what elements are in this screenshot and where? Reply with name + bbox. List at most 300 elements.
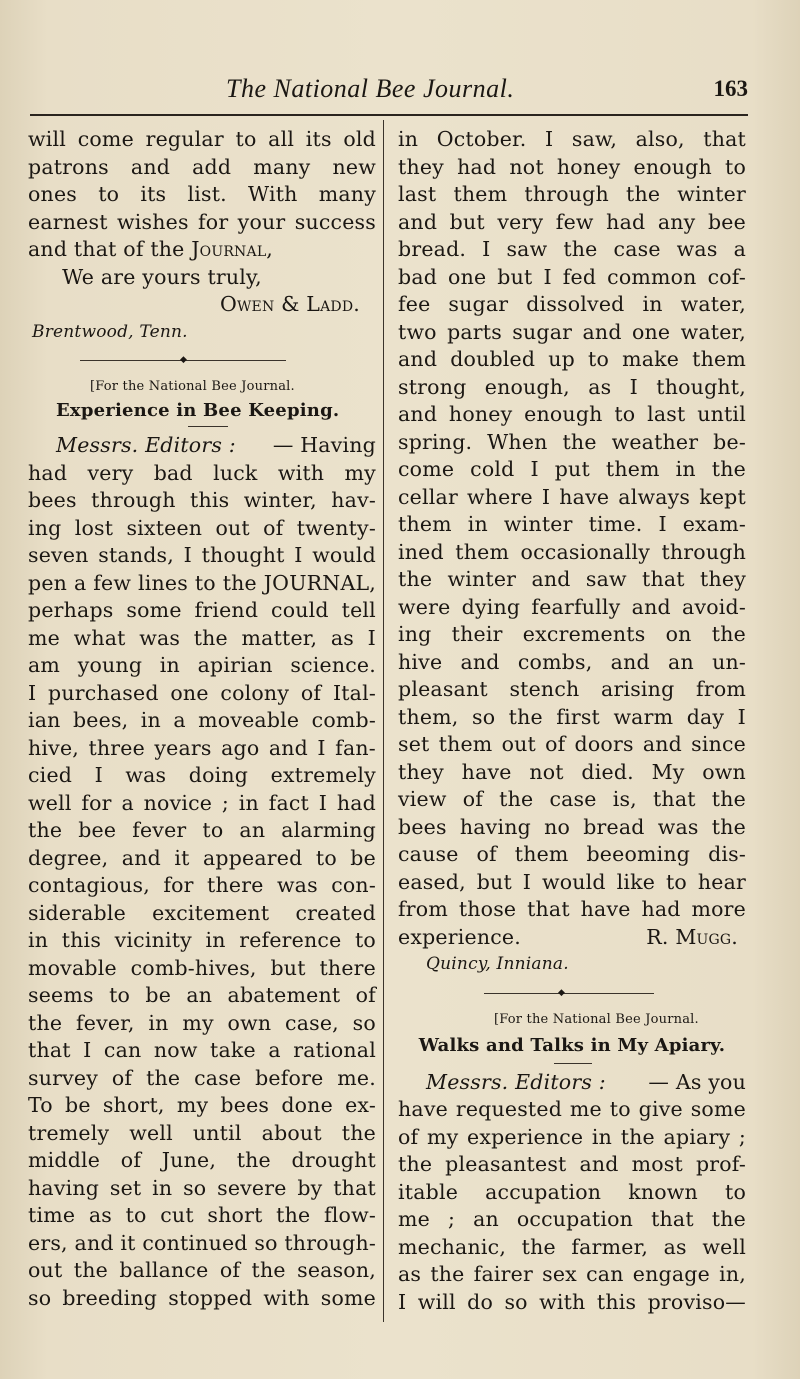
word: from: [398, 897, 448, 921]
salutation-rest: — Having: [272, 433, 376, 457]
word: common: [607, 264, 697, 289]
word: doubled: [450, 347, 536, 371]
word: apirian: [197, 653, 273, 677]
word: the: [711, 814, 746, 839]
word: so: [254, 1230, 278, 1255]
word: a: [121, 790, 134, 815]
word: I: [318, 790, 328, 815]
word: extremely: [270, 763, 376, 787]
word: was: [676, 237, 718, 261]
text-line: [398, 1261, 746, 1289]
word: fever: [132, 818, 187, 842]
word: the: [28, 1010, 63, 1035]
word: the: [276, 1203, 311, 1227]
word: I: [541, 484, 551, 509]
word: winter: [503, 512, 573, 536]
word: as: [663, 1234, 687, 1259]
word: can: [586, 1262, 624, 1286]
word: degree,: [28, 845, 109, 870]
word: ;: [221, 790, 229, 815]
word: with: [539, 1289, 586, 1314]
word: could: [271, 598, 329, 622]
word: case: [194, 1065, 242, 1090]
word: now: [153, 1038, 198, 1062]
word: hive,: [28, 735, 79, 760]
word: novice: [143, 790, 213, 815]
word: to: [725, 1179, 746, 1204]
word: having: [459, 814, 531, 839]
article-body: [28, 460, 376, 1313]
word: but: [497, 264, 533, 289]
word: but: [476, 869, 512, 894]
word: When: [487, 429, 548, 454]
word: of: [300, 680, 322, 705]
word: to: [588, 347, 610, 371]
word: short,: [102, 1093, 165, 1117]
word: and: [398, 347, 438, 371]
word: doing: [188, 763, 249, 787]
word: time.: [588, 512, 643, 536]
text-line: [28, 1230, 376, 1258]
word: fever,: [75, 1010, 135, 1035]
word: to: [235, 127, 257, 151]
word: requested: [455, 1097, 563, 1121]
word: farmer,: [571, 1234, 649, 1259]
word: to: [98, 182, 120, 206]
text-line: [398, 786, 746, 814]
word: my: [176, 1093, 209, 1117]
word: but: [270, 955, 306, 980]
word: set: [109, 1175, 142, 1200]
word: con-: [331, 873, 376, 897]
word: water,: [680, 292, 746, 316]
word: tremely: [28, 1120, 110, 1145]
word: and: [130, 154, 171, 179]
word: some: [690, 1097, 746, 1121]
word: before: [255, 1065, 324, 1090]
word: first: [556, 704, 600, 729]
word: those: [458, 897, 517, 921]
word: ined: [398, 539, 444, 564]
salutation: Messrs. Editors :: [426, 1069, 606, 1094]
word: a: [733, 237, 746, 261]
word: so: [504, 1289, 528, 1314]
word: the: [711, 787, 746, 811]
word: winter,: [243, 488, 317, 512]
word: dis-: [708, 842, 746, 866]
word: of: [120, 1148, 142, 1172]
word: me.: [337, 1065, 376, 1090]
word: in: [591, 1124, 613, 1149]
word: case: [613, 237, 661, 261]
word: occasionally: [520, 539, 651, 564]
word: warm: [613, 704, 674, 729]
article2-body: [398, 1096, 746, 1316]
text-line: [28, 817, 376, 845]
word: would: [541, 869, 606, 894]
word: by: [297, 1175, 323, 1200]
text-line: [398, 1124, 746, 1152]
word: saw,: [571, 127, 618, 151]
word: severe: [217, 1175, 287, 1200]
word: as: [398, 1262, 422, 1286]
text-line: [398, 264, 746, 292]
word: bread: [583, 814, 645, 839]
text-line: [28, 955, 376, 983]
word: the: [73, 1258, 108, 1282]
text-line: [28, 900, 376, 928]
word: had: [336, 790, 376, 815]
word: a: [73, 570, 87, 595]
word: well: [129, 1120, 173, 1145]
word: this: [596, 1289, 637, 1314]
word: the: [711, 622, 746, 646]
text-line: [28, 982, 376, 1010]
text-line: [398, 236, 746, 264]
word: an: [668, 649, 694, 674]
word: own: [227, 1010, 272, 1035]
word: sixteen: [126, 515, 203, 540]
text-line: [28, 542, 376, 570]
word: sugar: [512, 319, 573, 344]
word: bees: [28, 488, 77, 512]
word: fan-: [335, 735, 376, 760]
word: having: [28, 1175, 100, 1200]
word: and: [582, 319, 622, 344]
text-line: [398, 1234, 746, 1262]
word: can: [103, 1038, 142, 1062]
word: them: [605, 457, 660, 481]
word: bees: [398, 814, 447, 839]
word: there: [319, 955, 376, 980]
word: in: [238, 790, 259, 815]
word: its: [140, 182, 167, 206]
word: in: [152, 1175, 173, 1200]
text-line: [28, 735, 376, 763]
word: have: [580, 897, 631, 921]
word: case,: [285, 1010, 339, 1035]
word: own: [702, 759, 746, 784]
text-line: [398, 594, 746, 622]
word: middle: [28, 1148, 101, 1172]
word: With: [248, 182, 298, 206]
word: alarming: [281, 818, 376, 842]
word: ago: [221, 735, 260, 760]
word: will: [28, 127, 67, 151]
text-line: [398, 1289, 746, 1317]
word: that: [652, 787, 696, 811]
word: and: [610, 649, 650, 674]
word: arising: [601, 677, 675, 701]
text-line: [28, 790, 376, 818]
word: seems: [28, 983, 94, 1007]
word: their: [451, 622, 503, 646]
text-line: [28, 1010, 376, 1038]
word: it: [120, 1230, 136, 1255]
word: ones: [28, 182, 77, 206]
word: the: [430, 1262, 465, 1286]
word: I: [543, 264, 552, 289]
word: the: [222, 570, 257, 595]
word: saw: [585, 567, 627, 591]
salutation-line: [398, 1069, 746, 1097]
word: some: [126, 598, 182, 622]
word: doors: [574, 732, 634, 756]
word: experience: [467, 1124, 584, 1149]
word: regular: [145, 127, 224, 151]
word: two: [398, 319, 437, 344]
word: few: [93, 570, 132, 595]
text-line: [28, 597, 376, 625]
word: To: [28, 1093, 53, 1117]
source-note: [For the National Bee Journal.: [494, 1011, 699, 1027]
word: an: [239, 818, 266, 842]
text-line: [398, 1179, 746, 1207]
word: and: [579, 1152, 619, 1176]
word: was: [139, 625, 181, 650]
word: be: [65, 1093, 91, 1117]
text-line: [28, 570, 376, 598]
source-note: [For the National Bee Journal.: [90, 379, 295, 394]
word: October.: [436, 127, 527, 151]
word: stopped: [168, 1285, 253, 1310]
word: success: [294, 209, 376, 234]
word: the: [341, 1120, 376, 1145]
word: the: [398, 567, 433, 591]
word: in: [642, 292, 663, 316]
word: I: [530, 457, 539, 481]
journal-title: The National Bee Journal.: [226, 74, 515, 103]
article-title: Experience in Bee Keeping.: [56, 400, 340, 421]
word: done: [281, 1093, 333, 1117]
word: the: [236, 1148, 271, 1172]
word: to: [614, 402, 636, 426]
place-line: [398, 951, 746, 979]
word: my: [344, 460, 376, 485]
word: in: [398, 127, 419, 151]
word: be: [145, 983, 172, 1007]
word: up: [548, 347, 575, 371]
word: through: [524, 182, 609, 206]
word: avoid-: [682, 594, 746, 619]
word: was: [125, 763, 167, 787]
word: there: [207, 873, 264, 897]
word: abatement: [227, 983, 341, 1007]
text-line: [398, 209, 746, 237]
word: I: [482, 237, 491, 261]
article-title-line: [28, 398, 376, 424]
word: had: [641, 897, 681, 921]
word: not: [509, 154, 544, 179]
signature-mugg: R. Mugg.: [646, 924, 738, 949]
text-line: [398, 676, 746, 704]
word: with: [277, 460, 325, 485]
word: come: [398, 457, 455, 481]
text-line: [398, 401, 746, 429]
word: bees: [220, 1093, 270, 1117]
word: friend: [194, 598, 259, 622]
word: hive: [398, 649, 443, 674]
journal-line-prefix: and that of the: [28, 237, 185, 261]
word: fairer: [473, 1262, 533, 1286]
word: in: [675, 457, 696, 481]
salutation-line: [28, 432, 376, 460]
word: on: [665, 622, 692, 646]
text-line: [398, 566, 746, 594]
word: were: [398, 594, 451, 619]
right-column: [398, 126, 746, 1316]
word: of: [263, 515, 284, 540]
word: to: [109, 983, 131, 1007]
word: one: [631, 319, 671, 344]
text-line: [398, 759, 746, 787]
word: three: [88, 735, 145, 760]
word: bad: [398, 264, 438, 289]
word: siderable: [28, 900, 126, 925]
section-ornament: ◆: [398, 979, 746, 1009]
source-note-line: [28, 376, 376, 398]
word: ex-: [345, 1093, 376, 1117]
word: that: [527, 897, 570, 921]
word: not: [529, 759, 564, 784]
text-line: [28, 1175, 376, 1203]
word: seven: [28, 543, 89, 567]
text-line: [28, 209, 376, 237]
text-line: [398, 649, 746, 677]
word: I: [183, 543, 192, 567]
text-line: [28, 1285, 376, 1313]
word: was: [276, 873, 318, 897]
text-line: [28, 126, 376, 154]
word: perhaps: [28, 598, 114, 622]
word: out: [28, 1258, 63, 1282]
word: some: [320, 1285, 376, 1310]
word: set: [398, 732, 430, 756]
word: wishes: [116, 209, 189, 234]
word: excitement: [152, 900, 270, 925]
word: pleasantest: [445, 1152, 567, 1176]
word: stands,: [98, 543, 174, 567]
word: very: [497, 209, 544, 234]
word: bread.: [398, 237, 467, 261]
word: through-: [284, 1230, 376, 1255]
word: short: [207, 1203, 263, 1227]
word: and: [631, 594, 671, 619]
place-quincy: Quincy, Inniana.: [426, 954, 569, 974]
word: add: [192, 154, 232, 179]
word: have: [559, 484, 610, 509]
word: it: [174, 845, 190, 870]
word: be-: [713, 429, 746, 454]
text-line: [398, 1096, 746, 1124]
word: prof-: [695, 1152, 746, 1176]
word: view: [398, 787, 447, 811]
word: thought: [201, 543, 285, 567]
word: fact: [268, 790, 309, 815]
word: June,: [161, 1148, 217, 1172]
word: them: [398, 512, 452, 536]
word: for: [198, 209, 229, 234]
word: moveable: [198, 708, 300, 732]
signature-owen-ladd: Owen & Ladd.: [219, 292, 360, 316]
section-ornament: ◆: [28, 346, 376, 376]
word: earnest: [28, 209, 108, 234]
word: them: [453, 182, 508, 206]
word: for: [81, 790, 112, 815]
word: beeoming: [586, 842, 691, 866]
text-line: [398, 346, 746, 374]
word: always: [618, 484, 691, 509]
word: that: [703, 127, 746, 151]
text-line: [398, 814, 746, 842]
word: I: [367, 625, 376, 650]
word: kept: [699, 484, 746, 509]
text-line: [398, 869, 746, 897]
word: do: [467, 1289, 494, 1314]
journal-word: Journal,: [191, 237, 274, 261]
word: the: [626, 182, 661, 206]
word: them: [438, 732, 493, 756]
text-line: [28, 1257, 376, 1285]
word: bees,: [72, 708, 129, 732]
word: the: [562, 429, 597, 454]
word: had: [606, 209, 646, 234]
word: but: [449, 209, 485, 234]
text-line: [28, 181, 376, 209]
text-line: [398, 126, 746, 154]
word: about: [261, 1120, 322, 1145]
word: they: [398, 759, 444, 784]
word: case: [549, 787, 597, 811]
word: in,: [719, 1262, 746, 1286]
word: continued: [142, 1230, 248, 1255]
word: and: [398, 209, 438, 234]
word: that: [642, 567, 685, 591]
word: in: [205, 928, 226, 952]
word: apiary: [663, 1124, 731, 1149]
word: an: [473, 1207, 499, 1231]
text-line: [398, 181, 746, 209]
word: hear: [697, 869, 746, 894]
word: the: [398, 1152, 433, 1176]
word: from: [696, 677, 746, 701]
word: flow-: [323, 1203, 376, 1227]
word: ;: [447, 1207, 456, 1231]
word: the: [508, 704, 543, 729]
word: take: [210, 1038, 256, 1062]
word: of: [111, 1065, 133, 1090]
word: that: [333, 1175, 376, 1200]
word: ing: [28, 515, 62, 540]
text-line: [28, 927, 376, 955]
word: I: [629, 374, 638, 399]
word: died.: [581, 759, 634, 784]
word: science.: [290, 653, 376, 677]
word: the: [521, 1234, 556, 1259]
text-line: [398, 484, 746, 512]
closing-line: [28, 264, 376, 292]
word: also,: [635, 127, 685, 151]
word: me: [28, 625, 60, 650]
word: time: [28, 1203, 76, 1227]
word: give: [638, 1097, 683, 1121]
text-line: [398, 1151, 746, 1179]
word: lost: [74, 515, 114, 540]
word: what: [73, 625, 126, 650]
text-line: [398, 1206, 746, 1234]
word: rational: [293, 1038, 376, 1062]
word: bad: [153, 460, 193, 485]
